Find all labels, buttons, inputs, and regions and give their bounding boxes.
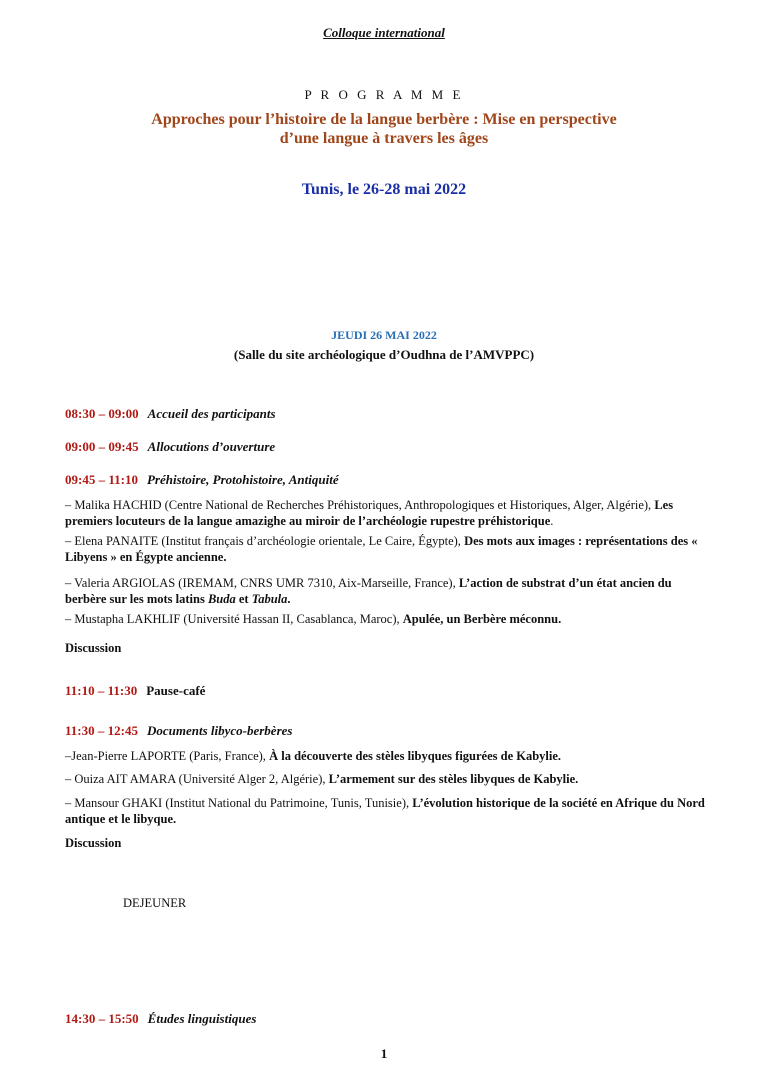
session-title: Pause-café — [146, 683, 206, 698]
place-date: Tunis, le 26-28 mai 2022 — [301, 181, 467, 198]
talk-title: Apulée, un Berbère méconnu. — [402, 612, 562, 626]
lunch-label: DEJEUNER — [123, 896, 187, 910]
discussion-label: Discussion — [65, 836, 122, 850]
session-row — [65, 406, 276, 422]
session-row — [65, 683, 205, 699]
talk-item — [65, 611, 705, 627]
session-row — [65, 1011, 256, 1027]
talk-speaker: – Mustapha LAKHLIF (Université Hassan II, Casablanca, Maroc), — [65, 612, 400, 626]
session-row — [65, 723, 292, 739]
talk-speaker: – Elena PANAITE (Institut français d’archéologie orientale, Le Caire, Égypte), — [65, 534, 461, 548]
session-title: Études linguistiques — [147, 1011, 257, 1026]
talk-item — [65, 795, 705, 827]
session-title: Allocutions d’ouverture — [147, 439, 276, 454]
session-row — [65, 472, 339, 488]
session-time: 11:10 – 11:30 — [65, 683, 138, 698]
page-number: 1 — [380, 1046, 388, 1061]
programme-label: P R O G R A M M E — [304, 87, 464, 102]
talk-item — [65, 575, 705, 607]
talk-item — [65, 748, 705, 764]
talk-title-word: et — [238, 592, 249, 606]
talk-speaker: – Mansour GHAKI (Institut National du Patrimoine, Tunis, Tunisie), — [65, 796, 410, 810]
talk-speaker: – Valeria ARGIOLAS (IREMAM, CNRS UMR 7310, Aix-Marseille, France), — [65, 576, 456, 590]
talk-item — [65, 533, 705, 565]
talk-title-word: Tabula — [251, 592, 288, 606]
title-line-1: Approches pour l’histoire de la langue berbère : Mise en perspective — [151, 111, 617, 128]
talk-item — [65, 497, 705, 529]
talk-speaker: – Ouiza AIT AMARA (Université Alger 2, Algérie), — [65, 772, 326, 786]
colloquium-header: Colloque international — [323, 25, 445, 40]
session-title: Documents libyco-berbères — [146, 723, 293, 738]
session-time: 09:00 – 09:45 — [65, 439, 139, 454]
talk-end: . — [287, 592, 291, 606]
session-title: Préhistoire, Protohistoire, Antiquité — [146, 472, 339, 487]
talk-speaker: –Jean-Pierre LAPORTE (Paris, France), — [65, 749, 266, 763]
talk-title: Les premiers locuteurs de la langue amazighe au miroir de l’archéologie rupestre préhistorique — [65, 498, 674, 528]
talk-title: L’armement sur des stèles libyques de Kabylie. — [328, 772, 579, 786]
talk-end: . — [550, 514, 554, 528]
discussion-label: Discussion — [65, 641, 122, 655]
venue: (Salle du site archéologique d’Oudhna de l’AMVPPC) — [233, 347, 535, 362]
day-heading: JEUDI 26 MAI 2022 — [331, 328, 437, 342]
talk-title: L’évolution historique de la société en Afrique du Nord antique et le libyque. — [65, 796, 705, 826]
talk-title-word: Buda — [207, 592, 236, 606]
talk-title: L’action de substrat d’un état ancien du berbère sur les mots latins — [65, 576, 672, 606]
session-time: 09:45 – 11:10 — [65, 472, 138, 487]
title-line-2: d’une langue à travers les âges — [279, 130, 489, 147]
talk-item — [65, 771, 705, 787]
session-time: 14:30 – 15:50 — [65, 1011, 139, 1026]
programme-title — [0, 110, 768, 148]
session-title: Accueil des participants — [147, 406, 276, 421]
session-time: 11:30 – 12:45 — [65, 723, 138, 738]
session-row — [65, 439, 275, 455]
talk-title: Des mots aux images : représentations des « Libyens » en Égypte ancienne. — [65, 534, 698, 564]
session-time: 08:30 – 09:00 — [65, 406, 139, 421]
talk-title: À la découverte des stèles libyques figurées de Kabylie. — [269, 749, 562, 763]
talk-speaker: – Malika HACHID (Centre National de Recherches Préhistoriques, Anthropologiques et Historiques, Alger, Algérie), — [65, 498, 652, 512]
